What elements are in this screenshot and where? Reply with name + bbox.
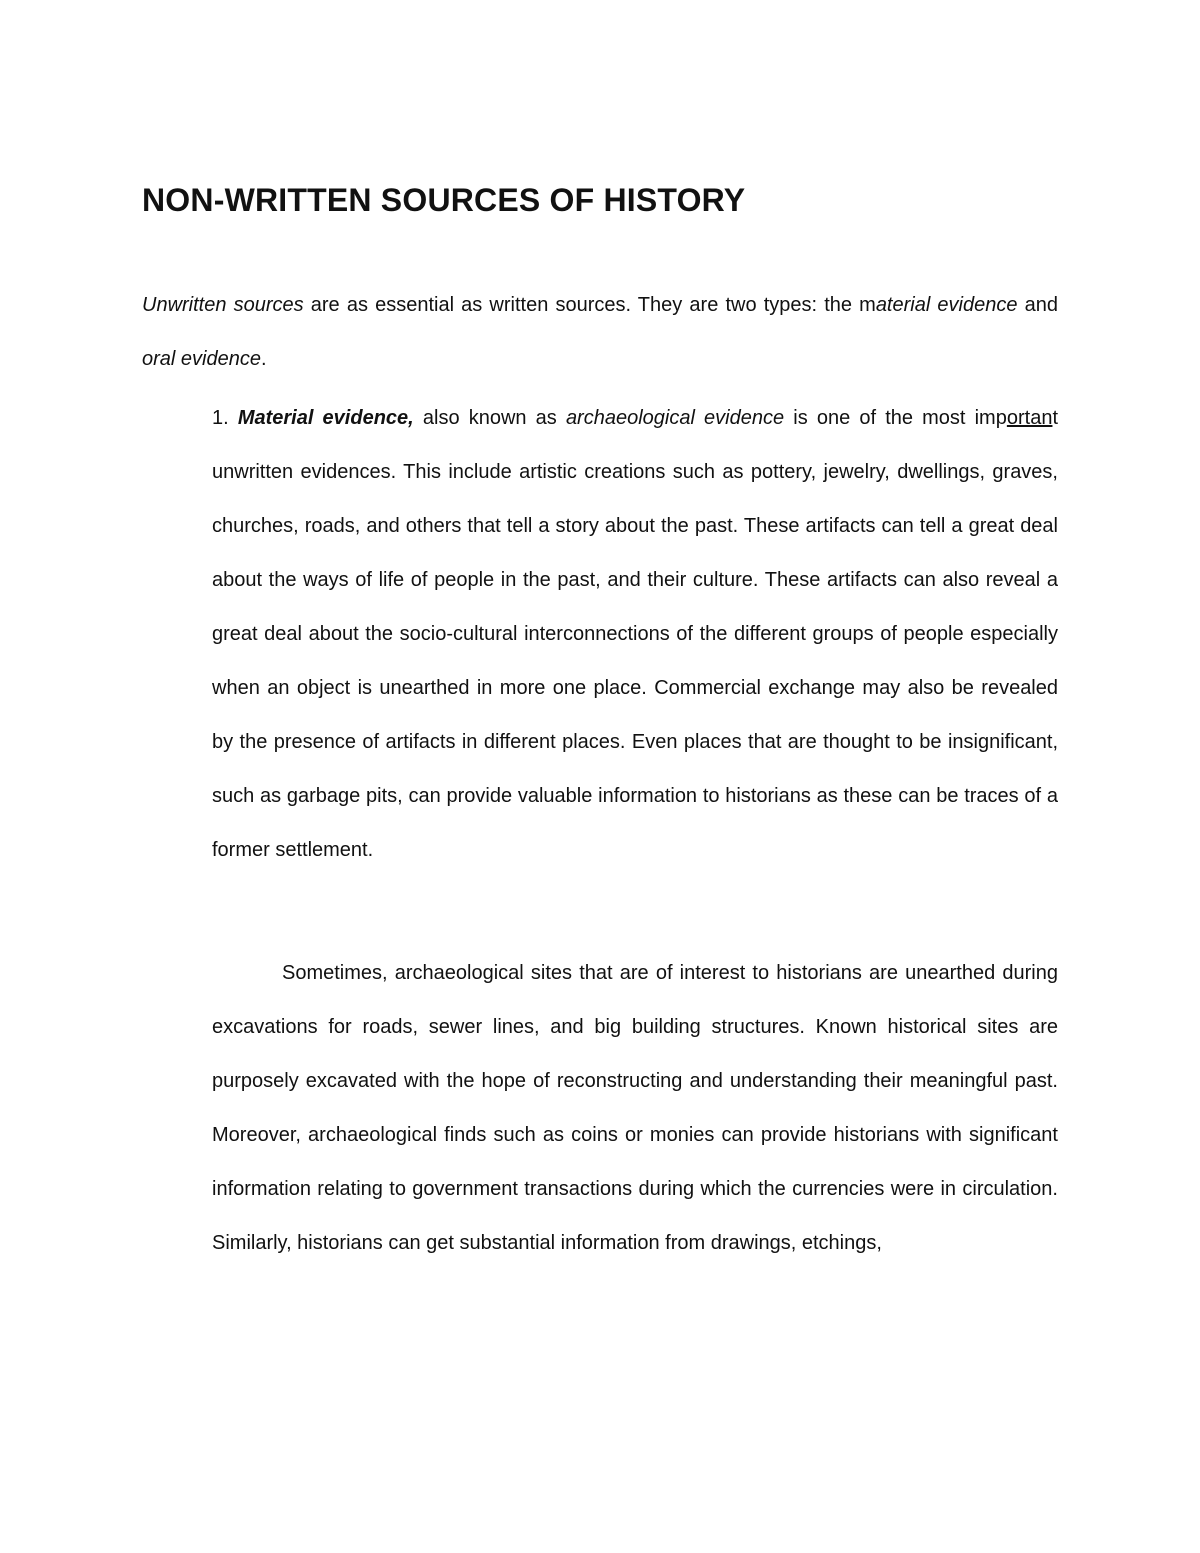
item1-text-2: is one of the most imp xyxy=(784,407,1007,429)
term-material-evidence: aterial evidence xyxy=(875,294,1018,316)
term-archaeological-evidence: archaeological evidence xyxy=(565,407,785,429)
intro-text-3: . xyxy=(260,348,267,370)
term-oral-evidence: oral evidence xyxy=(142,348,261,370)
intro-paragraph xyxy=(142,278,1058,386)
list-item-number: 1. xyxy=(212,407,238,429)
paragraph-2-text: Sometimes, archaeological sites that are of interest to historians are unearthed during excavations for roads, sewer lines, and big building structures. Known historical sites are purposely excavated with the hope of reconstructing and understanding their meaningful past. Moreover, archaeological finds such as coins or monies can provide historians with significant information relating to government transactions during which the currencies were in circulation. Similarly, historians can get substantial information from drawings, etchings, xyxy=(212,962,1058,1254)
underlined-fragment: ortan xyxy=(1006,407,1053,429)
item1-text-1: also known as xyxy=(413,407,566,429)
intro-text-1: are as essential as written sources. They are two types: the m xyxy=(303,294,876,316)
body-paragraph-sometimes xyxy=(212,946,1058,1270)
term-unwritten-sources: Unwritten sources xyxy=(142,294,304,316)
intro-text-2: and xyxy=(1017,294,1058,316)
item1-text-3: t unwritten evidences. This include artistic creations such as pottery, jewelry, dwellings, graves, churches, roads, and others that tell a story about the past. These artifacts can tell a great deal about the ways of life of people in the past, and their culture. These artifacts can also reveal a great deal about the socio-cultural interconnections of the different groups of people especially when an object is unearthed in more one place. Commercial exchange may also be revealed by the presence of artifacts in different places. Even places that are thought to be insignificant, such as garbage pits, can provide valuable information to historians as these can be traces of a former settlement. xyxy=(212,407,1059,861)
page-title: NON-WRITTEN SOURCES OF HISTORY xyxy=(142,182,746,218)
list-item-heading: Material evidence, xyxy=(237,407,414,429)
list-item-material-evidence xyxy=(212,391,1058,877)
